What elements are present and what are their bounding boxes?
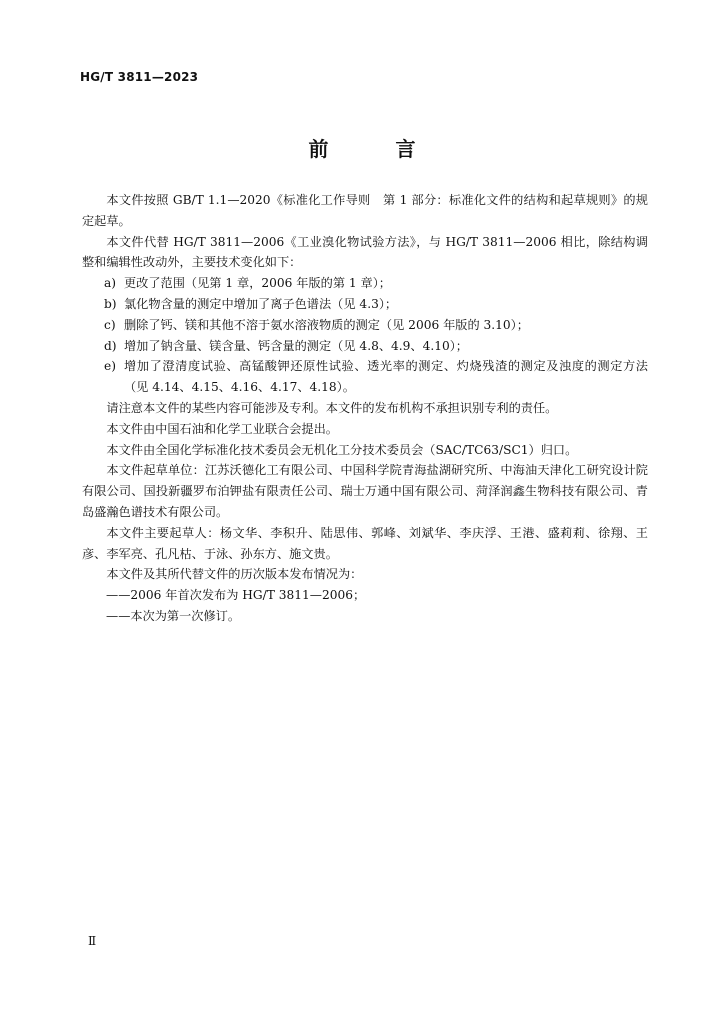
list-item [82, 315, 648, 336]
list-item-text: 增加了钠含量、镁含量、钙含量的测定（见 4.8、4.9、4.10）； [124, 338, 468, 353]
list-item [82, 356, 648, 398]
paragraph-drafting-basis: 本文件按照 GB/T 1.1—2020《标准化工作导则 第 1 部分：标准化文件的结构和起草规则》的规定起草。 [82, 193, 648, 228]
paragraph-patent-notice: 请注意本文件的某些内容可能涉及专利。本文件的发布机构不承担识别专利的责任。 [106, 400, 558, 415]
history-item: ——2006 年首次发布为 HG/T 3811—2006； [106, 588, 366, 603]
paragraph-drafting-units: 本文件起草单位：江苏沃德化工有限公司、中国科学院青海盐湖研究所、中海油天津化工研究设计院有限公司、国投新疆罗布泊钾盐有限责任公司、瑞士万通中国有限公司、菏泽润鑫生物科技有限公司、青岛盛瀚色谱技术有限公司。 [82, 463, 648, 519]
list-item [82, 294, 648, 315]
paragraph-drafters: 本文件主要起草人：杨文华、李积升、陆思伟、郭峰、刘斌华、李庆浮、王港、盛莉莉、徐翔、王彦、李军亮、孔凡枯、于泳、孙东方、施文贵。 [82, 525, 648, 561]
list-marker: a) [104, 276, 117, 291]
list-marker: b) [104, 296, 117, 311]
list-item-text: 增加了澄清度试验、高锰酸钾还原性试验、透光率的测定、灼烧残渣的测定及浊度的测定方法（见 4.14、4.15、4.16、4.17、4.18）。 [124, 359, 648, 395]
list-item [82, 273, 648, 294]
list-item-text: 删除了钙、镁和其他不溶于氨水溶液物质的测定（见 2006 年版的 3.10）； [124, 317, 529, 332]
page-title: 前 言 [308, 137, 446, 161]
history-item: ——本次为第一次修订。 [106, 608, 241, 623]
paragraph-replacement: 本文件代替 HG/T 3811—2006《工业溴化物试验方法》，与 HG/T 3811—2006 相比，除结构调整和编辑性改动外，主要技术变化如下： [82, 234, 648, 270]
document-code: HG/T 3811—2023 [80, 70, 199, 84]
list-item-text: 更改了范围（见第 1 章，2006 年版的第 1 章）； [124, 276, 391, 291]
list-marker: e) [104, 359, 116, 374]
list-item [82, 336, 648, 357]
list-marker: c) [104, 317, 116, 332]
paragraph-version-history: 本文件及其所代替文件的历次版本发布情况为： [106, 567, 363, 582]
list-item-text: 氯化物含量的测定中增加了离子色谱法（见 4.3）； [124, 296, 398, 311]
foreword-body [82, 190, 648, 627]
list-marker: d) [104, 338, 117, 353]
paragraph-technical-committee: 本文件由全国化学标准化技术委员会无机化工分技术委员会（SAC/TC63/SC1）归口。 [106, 442, 578, 457]
page-number: Ⅱ [88, 934, 97, 948]
paragraph-proposer: 本文件由中国石油和化学工业联合会提出。 [106, 421, 338, 436]
